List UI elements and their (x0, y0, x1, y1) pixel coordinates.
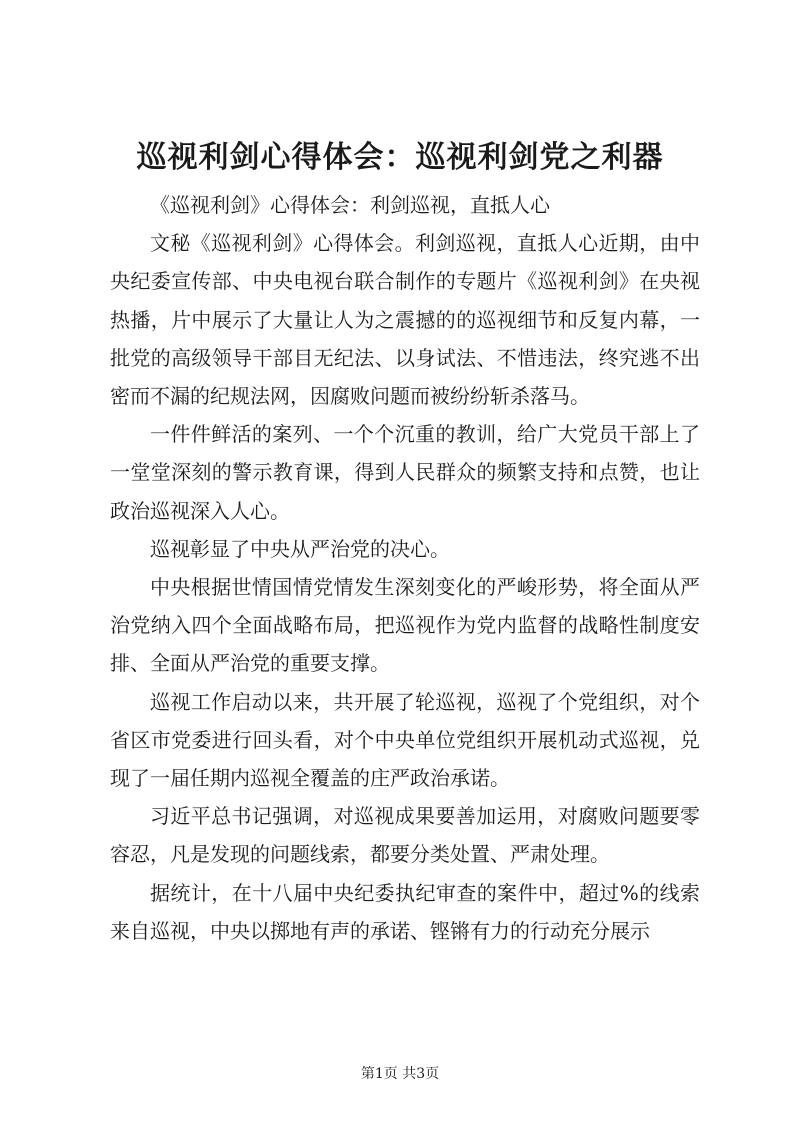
paragraph-subtitle: 《巡视利剑》心得体会：利剑巡视，直抵人心 (150, 193, 550, 217)
paragraph: 文秘《巡视利剑》心得体会。利剑巡视，直抵人心近期，由中央纪委宣传部、中央电视台联合制作的专题片《巡视利剑》在央视热播，片中展示了大量让人为之震撼的的巡视细节和反复内幕，一批党的高级领导干部目无纪法、以身试法、不惜违法，终究逃不出密而不漏的纪规法网，因腐败问题而被纷纷斩杀落马。 (110, 231, 700, 409)
paragraph: 巡视工作启动以来，共开展了轮巡视，巡视了个党组织，对个省区市党委进行回头看，对个中央单位党组织开展机动式巡视，兑现了一届任期内巡视全覆盖的庄严政治承诺。 (110, 689, 700, 791)
document-body (110, 186, 700, 950)
page-title: 巡视利剑心得体会：巡视利剑党之利器 (136, 140, 664, 175)
paragraph: 习近平总书记强调，对巡视成果要善加运用，对腐败问题要零容忍，凡是发现的问题线索，都要分类处置、严肃处理。 (110, 804, 700, 867)
paragraph: 一件件鲜活的案列、一个个沉重的教训，给广大党员干部上了一堂堂深刻的警示教育课，得到人民群众的频繁支持和点赞，也让政治巡视深入人心。 (110, 422, 700, 523)
paragraph: 巡视彰显了中央从严治党的决心。 (150, 536, 450, 561)
paragraph: 据统计，在十八届中央纪委执纪审查的案件中，超过%的线索来自巡视，中央以掷地有声的承诺、铿锵有力的行动充分展示 (110, 880, 700, 943)
paragraph: 中央根据世情国情党情发生深刻变化的严峻形势，将全面从严治党纳入四个全面战略布局，把巡视作为党内监督的战略性制度安排、全面从严治党的重要支撑。 (110, 575, 700, 676)
page-footer: 第1页 共3页 (360, 1066, 440, 1082)
